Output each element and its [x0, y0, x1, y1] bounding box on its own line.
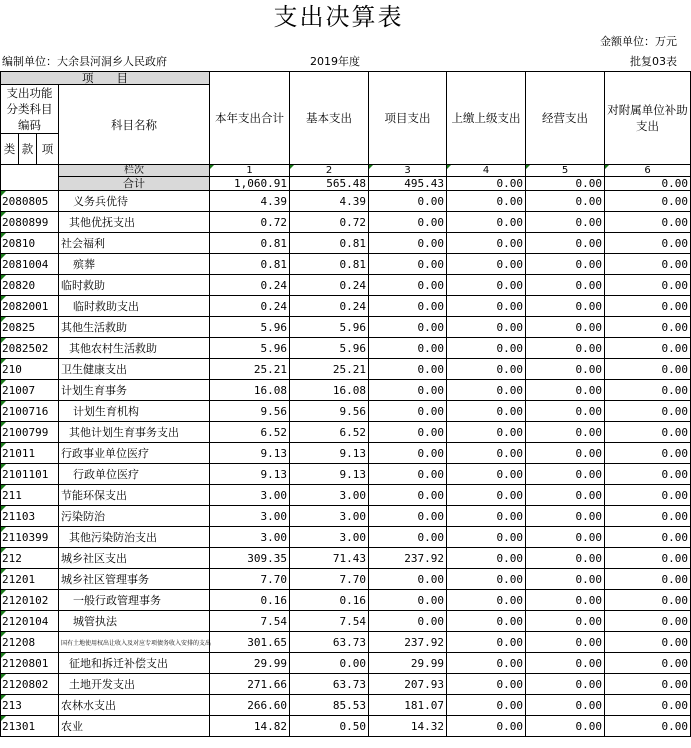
table-row [1, 569, 691, 590]
table-row [1, 485, 691, 506]
amount-cell: 0.00 [447, 590, 526, 611]
table-row [1, 380, 691, 401]
amount-cell: 0.00 [369, 317, 447, 338]
amount-cell: 0.00 [526, 233, 605, 254]
table-row [1, 233, 691, 254]
table-row [1, 674, 691, 695]
amount-cell: 0.00 [369, 275, 447, 296]
amount-cell: 0.00 [605, 359, 691, 380]
subject-name: 农林水支出 [59, 695, 210, 716]
subject-code: 211 [1, 485, 59, 506]
amount-cell: 0.00 [605, 212, 691, 233]
amount-cell: 0.00 [369, 191, 447, 212]
amount-cell: 0.81 [290, 233, 369, 254]
table-row [1, 695, 691, 716]
amount-cell: 0.00 [526, 275, 605, 296]
total-value: 0.00 [605, 177, 691, 191]
amount-cell: 0.00 [526, 716, 605, 737]
amount-cell: 0.00 [369, 506, 447, 527]
table-row [1, 716, 691, 737]
amount-cell: 0.00 [526, 296, 605, 317]
subject-name: 城乡社区管理事务 [59, 569, 210, 590]
subject-name: 其他优抚支出 [59, 212, 210, 233]
col-number: 6 [605, 165, 691, 177]
amount-cell: 0.00 [526, 569, 605, 590]
amount-cell: 0.00 [605, 443, 691, 464]
amount-cell: 0.00 [526, 212, 605, 233]
subject-code: 2081004 [1, 254, 59, 275]
amount-cell: 0.00 [369, 296, 447, 317]
amount-cell: 0.00 [605, 716, 691, 737]
amount-cell: 0.00 [369, 422, 447, 443]
amount-cell: 0.00 [369, 590, 447, 611]
subject-code: 2080805 [1, 191, 59, 212]
amount-cell: 7.54 [290, 611, 369, 632]
subject-code: 20820 [1, 275, 59, 296]
amount-cell: 0.00 [605, 527, 691, 548]
col-header-project: 项目支出 [369, 72, 447, 165]
amount-cell: 0.00 [526, 527, 605, 548]
col-header-basic: 基本支出 [290, 72, 369, 165]
subject-name: 其他农村生活救助 [59, 338, 210, 359]
table-row [1, 338, 691, 359]
amount-cell: 3.00 [290, 527, 369, 548]
amount-cell: 3.00 [210, 485, 290, 506]
code-group-header: 支出功能分类科目编码 [1, 85, 59, 134]
amount-cell: 7.70 [210, 569, 290, 590]
subject-name: 节能环保支出 [59, 485, 210, 506]
amount-cell: 237.92 [369, 548, 447, 569]
amount-cell: 0.00 [447, 548, 526, 569]
amount-cell: 5.96 [210, 317, 290, 338]
subject-name: 临时救助 [59, 275, 210, 296]
subject-name: 城管执法 [59, 611, 210, 632]
amount-cell: 0.00 [526, 443, 605, 464]
amount-cell: 0.00 [369, 485, 447, 506]
report-meta-row [0, 53, 677, 72]
table-row [1, 401, 691, 422]
amount-cell: 0.00 [447, 359, 526, 380]
table-row [1, 527, 691, 548]
table-row [1, 443, 691, 464]
amount-cell: 0.00 [369, 359, 447, 380]
amount-cell: 0.00 [526, 254, 605, 275]
amount-cell: 0.00 [605, 296, 691, 317]
subject-name: 义务兵优待 [59, 191, 210, 212]
amount-cell: 0.00 [526, 695, 605, 716]
col-number: 1 [210, 165, 290, 177]
amount-cell: 29.99 [210, 653, 290, 674]
amount-cell: 0.00 [605, 632, 691, 653]
amount-cell: 0.00 [605, 275, 691, 296]
subject-name: 计划生育机构 [59, 401, 210, 422]
amount-cell: 16.08 [210, 380, 290, 401]
amount-cell: 309.35 [210, 548, 290, 569]
subject-code: 2082001 [1, 296, 59, 317]
amount-cell: 3.00 [210, 527, 290, 548]
amount-cell: 0.00 [526, 317, 605, 338]
amount-cell: 0.00 [605, 653, 691, 674]
amount-cell: 0.72 [210, 212, 290, 233]
amount-cell: 4.39 [290, 191, 369, 212]
org-label: 编制单位：大余县河洞乡人民政府 [2, 55, 167, 68]
amount-cell: 0.24 [290, 296, 369, 317]
amount-cell: 0.00 [605, 401, 691, 422]
amount-cell: 5.96 [290, 338, 369, 359]
amount-cell: 301.65 [210, 632, 290, 653]
amount-cell: 0.00 [526, 338, 605, 359]
amount-cell: 0.00 [447, 569, 526, 590]
amount-cell: 3.00 [290, 485, 369, 506]
table-row [1, 464, 691, 485]
amount-unit-label: 金额单位：万元 [600, 35, 677, 48]
amount-cell: 0.00 [447, 716, 526, 737]
subject-name: 其他计划生育事务支出 [59, 422, 210, 443]
amount-cell: 25.21 [210, 359, 290, 380]
amount-cell: 0.72 [290, 212, 369, 233]
table-row [1, 359, 691, 380]
amount-cell: 0.00 [447, 233, 526, 254]
subject-name: 征地和拆迁补偿支出 [59, 653, 210, 674]
col-number: 2 [290, 165, 369, 177]
amount-cell: 14.82 [210, 716, 290, 737]
amount-cell: 63.73 [290, 632, 369, 653]
amount-cell: 0.00 [447, 632, 526, 653]
amount-cell: 0.81 [210, 233, 290, 254]
amount-cell: 9.13 [210, 464, 290, 485]
expenditure-table [0, 71, 691, 737]
amount-cell: 0.00 [369, 464, 447, 485]
project-header: 项 目 [1, 72, 210, 85]
subject-name: 殡葬 [59, 254, 210, 275]
amount-cell: 0.00 [605, 506, 691, 527]
amount-cell: 0.00 [447, 674, 526, 695]
subject-code: 21103 [1, 506, 59, 527]
class-header: 类 [1, 134, 19, 165]
subject-code: 20825 [1, 317, 59, 338]
subject-code: 2120802 [1, 674, 59, 695]
amount-cell: 0.00 [447, 695, 526, 716]
amount-cell: 9.56 [210, 401, 290, 422]
col-number: 4 [447, 165, 526, 177]
amount-cell: 0.00 [290, 653, 369, 674]
subject-code: 21201 [1, 569, 59, 590]
amount-cell: 9.56 [290, 401, 369, 422]
amount-cell: 0.00 [369, 401, 447, 422]
subject-code: 20810 [1, 233, 59, 254]
total-value: 495.43 [369, 177, 447, 191]
amount-cell: 271.66 [210, 674, 290, 695]
amount-cell: 0.00 [369, 569, 447, 590]
amount-cell: 0.00 [447, 485, 526, 506]
total-value: 0.00 [526, 177, 605, 191]
amount-cell: 0.00 [526, 401, 605, 422]
col-header-remit: 上缴上级支出 [447, 72, 526, 165]
amount-cell: 266.60 [210, 695, 290, 716]
amount-cell: 14.32 [369, 716, 447, 737]
subject-code: 213 [1, 695, 59, 716]
table-row [1, 422, 691, 443]
col-number: 3 [369, 165, 447, 177]
amount-cell: 0.00 [605, 380, 691, 401]
amount-cell: 0.00 [605, 674, 691, 695]
amount-cell: 63.73 [290, 674, 369, 695]
amount-cell: 0.00 [369, 338, 447, 359]
amount-cell: 0.00 [447, 401, 526, 422]
amount-cell: 0.00 [447, 191, 526, 212]
subject-name: 污染防治 [59, 506, 210, 527]
col-header-total: 本年支出合计 [210, 72, 290, 165]
report-title: 支出决算表 [273, 3, 404, 31]
amount-cell: 0.00 [369, 212, 447, 233]
amount-cell: 0.00 [447, 275, 526, 296]
amount-cell: 0.00 [447, 422, 526, 443]
subject-code: 210 [1, 359, 59, 380]
amount-cell: 0.00 [447, 653, 526, 674]
total-value: 565.48 [290, 177, 369, 191]
amount-cell: 0.00 [526, 506, 605, 527]
amount-cell: 0.00 [447, 296, 526, 317]
amount-cell: 16.08 [290, 380, 369, 401]
amount-cell: 0.00 [605, 485, 691, 506]
amount-cell: 3.00 [290, 506, 369, 527]
amount-cell: 0.00 [447, 338, 526, 359]
subject-code: 2100716 [1, 401, 59, 422]
amount-cell: 0.00 [526, 632, 605, 653]
table-row [1, 275, 691, 296]
table-row [1, 632, 691, 653]
amount-cell: 0.81 [290, 254, 369, 275]
amount-cell: 0.81 [210, 254, 290, 275]
subject-name: 国有土地使用权出让收入及对应专项债务收入安排的支出 [59, 632, 210, 653]
table-row [1, 317, 691, 338]
seq-label: 栏次 [59, 165, 210, 177]
amount-cell: 0.24 [210, 275, 290, 296]
amount-cell: 0.00 [605, 338, 691, 359]
amount-cell: 0.00 [369, 611, 447, 632]
amount-cell: 9.13 [210, 443, 290, 464]
amount-cell: 3.00 [210, 506, 290, 527]
amount-cell: 0.00 [605, 191, 691, 212]
amount-cell: 0.00 [526, 422, 605, 443]
amount-cell: 0.00 [447, 527, 526, 548]
subject-code: 21301 [1, 716, 59, 737]
amount-cell: 0.00 [605, 590, 691, 611]
amount-cell: 0.24 [290, 275, 369, 296]
total-value: 0.00 [447, 177, 526, 191]
subject-code: 2120104 [1, 611, 59, 632]
section-header: 款 [19, 134, 37, 165]
total-value: 1,060.91 [210, 177, 290, 191]
amount-cell: 0.00 [526, 464, 605, 485]
table-row [1, 506, 691, 527]
amount-cell: 181.07 [369, 695, 447, 716]
amount-cell: 0.00 [447, 464, 526, 485]
amount-cell: 4.39 [210, 191, 290, 212]
amount-cell: 6.52 [210, 422, 290, 443]
amount-cell: 0.00 [447, 254, 526, 275]
amount-cell: 0.00 [605, 695, 691, 716]
amount-cell: 0.00 [447, 317, 526, 338]
table-row [1, 611, 691, 632]
amount-cell: 29.99 [369, 653, 447, 674]
amount-cell: 0.00 [447, 611, 526, 632]
amount-cell: 0.00 [605, 611, 691, 632]
amount-cell: 0.00 [605, 464, 691, 485]
amount-cell: 0.00 [526, 590, 605, 611]
subject-code: 21011 [1, 443, 59, 464]
amount-cell: 5.96 [290, 317, 369, 338]
amount-cell: 0.00 [369, 233, 447, 254]
amount-cell: 0.50 [290, 716, 369, 737]
subject-code: 2120102 [1, 590, 59, 611]
amount-cell: 0.00 [526, 611, 605, 632]
amount-cell: 85.53 [290, 695, 369, 716]
amount-cell: 0.00 [369, 443, 447, 464]
item-header: 项 [37, 134, 59, 165]
subject-code: 2100799 [1, 422, 59, 443]
amount-cell: 0.00 [605, 254, 691, 275]
table-row [1, 191, 691, 212]
col-header-operation: 经营支出 [526, 72, 605, 165]
amount-cell: 6.52 [290, 422, 369, 443]
subject-name: 土地开发支出 [59, 674, 210, 695]
amount-cell: 0.00 [526, 191, 605, 212]
year-label: 2019年度 [310, 55, 360, 68]
name-header: 科目名称 [59, 85, 210, 165]
table-row [1, 254, 691, 275]
subject-name: 临时救助支出 [59, 296, 210, 317]
table-row [1, 653, 691, 674]
subject-name: 计划生育事务 [59, 380, 210, 401]
amount-cell: 0.00 [447, 380, 526, 401]
subject-name: 城乡社区支出 [59, 548, 210, 569]
subject-code: 2110399 [1, 527, 59, 548]
amount-cell: 0.00 [369, 254, 447, 275]
amount-cell: 0.16 [290, 590, 369, 611]
col-number: 5 [526, 165, 605, 177]
subject-code: 2101101 [1, 464, 59, 485]
amount-cell: 0.16 [210, 590, 290, 611]
amount-cell: 0.00 [605, 317, 691, 338]
table-row [1, 590, 691, 611]
subject-code: 2082502 [1, 338, 59, 359]
amount-cell: 0.00 [526, 380, 605, 401]
amount-cell: 9.13 [290, 443, 369, 464]
table-row [1, 212, 691, 233]
amount-cell: 0.00 [369, 527, 447, 548]
amount-cell: 0.00 [605, 548, 691, 569]
subject-name: 其他污染防治支出 [59, 527, 210, 548]
amount-cell: 7.70 [290, 569, 369, 590]
subject-code: 2080899 [1, 212, 59, 233]
amount-cell: 0.00 [605, 233, 691, 254]
amount-cell: 9.13 [290, 464, 369, 485]
col-header-subsidy: 对附属单位补助支出 [605, 72, 691, 165]
amount-cell: 0.00 [526, 653, 605, 674]
subject-name: 行政单位医疗 [59, 464, 210, 485]
subject-code: 212 [1, 548, 59, 569]
amount-cell: 0.24 [210, 296, 290, 317]
table-row [1, 548, 691, 569]
subject-name: 农业 [59, 716, 210, 737]
total-label: 合计 [59, 177, 210, 191]
subject-code: 2120801 [1, 653, 59, 674]
amount-cell: 0.00 [526, 548, 605, 569]
amount-cell: 237.92 [369, 632, 447, 653]
subject-name: 卫生健康支出 [59, 359, 210, 380]
amount-cell: 71.43 [290, 548, 369, 569]
amount-cell: 0.00 [605, 422, 691, 443]
amount-cell: 0.00 [447, 443, 526, 464]
amount-cell: 0.00 [605, 569, 691, 590]
amount-cell: 25.21 [290, 359, 369, 380]
table-row [1, 296, 691, 317]
amount-cell: 0.00 [447, 212, 526, 233]
subject-code: 21208 [1, 632, 59, 653]
amount-cell: 0.00 [526, 485, 605, 506]
subject-code: 21007 [1, 380, 59, 401]
subject-name: 一般行政管理事务 [59, 590, 210, 611]
amount-cell: 7.54 [210, 611, 290, 632]
subject-name: 行政事业单位医疗 [59, 443, 210, 464]
amount-cell: 0.00 [526, 359, 605, 380]
amount-cell: 0.00 [526, 674, 605, 695]
batch-label: 批复03表 [630, 55, 677, 68]
subject-name: 其他生活救助 [59, 317, 210, 338]
amount-cell: 0.00 [447, 506, 526, 527]
amount-cell: 207.93 [369, 674, 447, 695]
amount-cell: 5.96 [210, 338, 290, 359]
subject-name: 社会福利 [59, 233, 210, 254]
amount-cell: 0.00 [369, 380, 447, 401]
